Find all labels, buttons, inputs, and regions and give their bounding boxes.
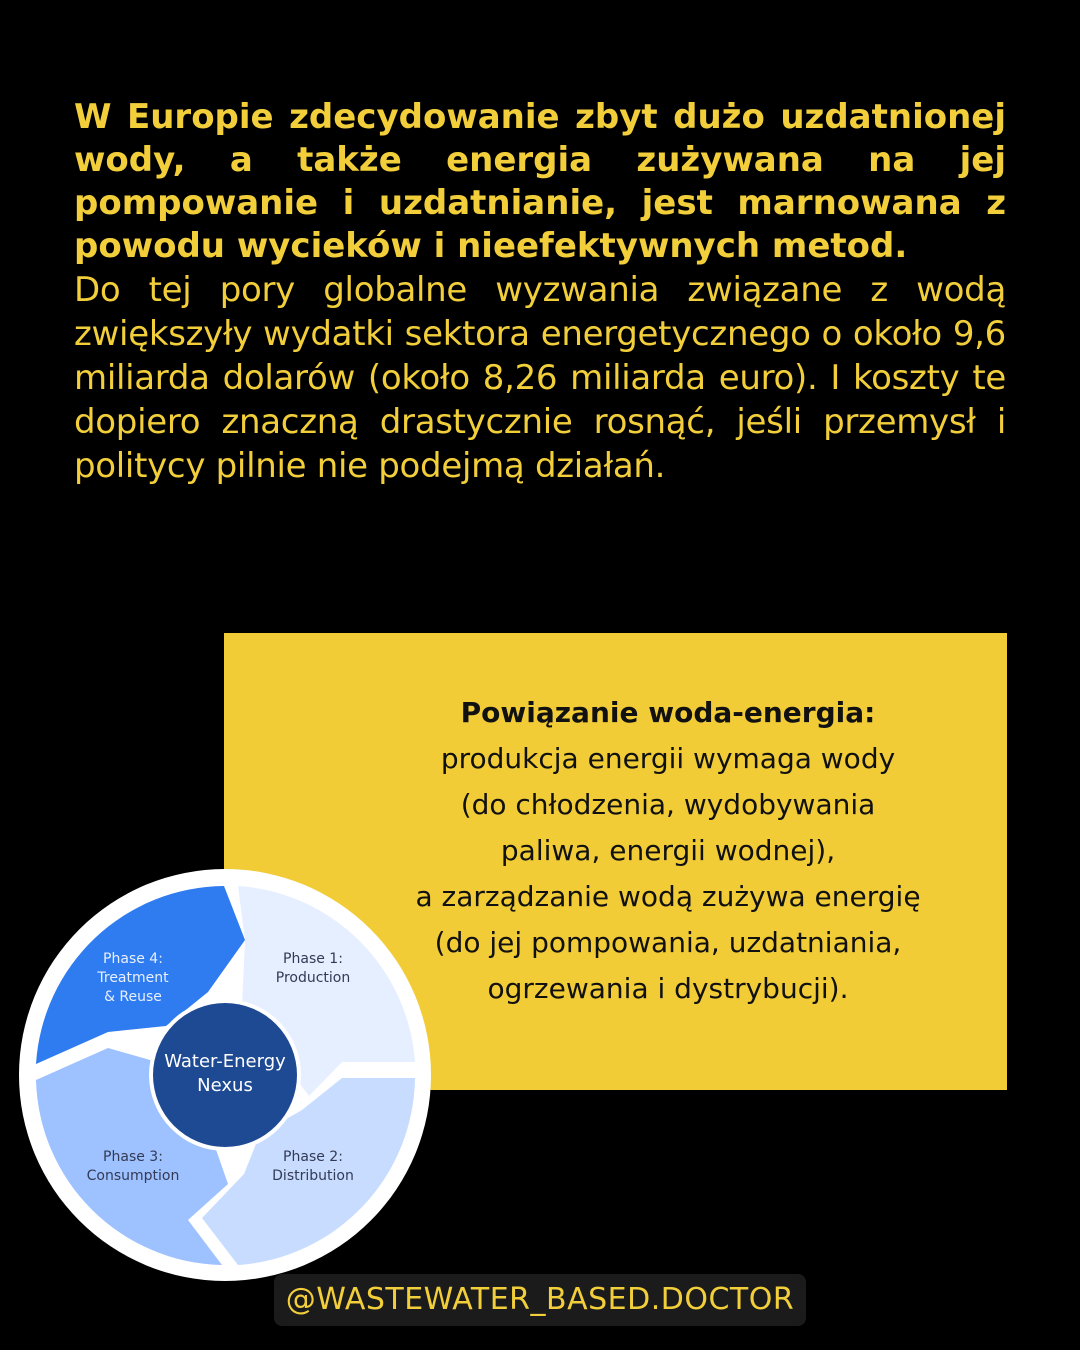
info-box-heading: Powiązanie woda-energia: — [460, 696, 876, 729]
phase-1-label-line1: Phase 1: — [283, 951, 343, 967]
info-box-line: (do jej pompowania, uzdatniania, — [434, 926, 902, 959]
phase-4-label-line3: & Reuse — [104, 989, 162, 1005]
info-box-line: (do chłodzenia, wydobywania — [460, 788, 876, 821]
info-box-line: ogrzewania i dystrybucji). — [487, 972, 849, 1005]
phase-2-label-line2: Distribution — [272, 1168, 354, 1184]
phase-3-label-line2: Consumption — [86, 1168, 180, 1184]
water-energy-nexus-diagram — [16, 866, 434, 1284]
author-handle: @WASTEWATER_BASED.DOCTOR — [274, 1274, 806, 1326]
info-box-line: paliwa, energii wodnej), — [500, 834, 836, 867]
intro-bold-paragraph: W Europie zdecydowanie zbyt dużo uzdatnionej wody, a także energia zużywana na jej pompowanie i uzdatnianie, jest marnowana z powodu wycieków i nieefektywnych metod. — [74, 97, 1006, 266]
phase-1-label-line2: Production — [275, 970, 351, 986]
info-box-line: a zarządzanie wodą zużywa energię — [415, 880, 921, 913]
phase-4-label-line2: Treatment — [97, 970, 169, 986]
intro-regular-paragraph: Do tej pory globalne wyzwania związane z wodą zwiększyły wydatki sektora energetycznego o około 9,6 miliarda dolarów (około 8,26 miliarda euro). I koszty te dopiero znaczną drastycznie rosnąć, jeśli przemysł i politycy pilnie nie podejmą działań. — [74, 270, 1006, 486]
phase-2-label-line1: Phase 2: — [283, 1149, 343, 1165]
phase-3-label-line1: Phase 3: — [103, 1149, 163, 1165]
center-label-line2: Nexus — [197, 1075, 253, 1096]
intro-text-block — [74, 96, 1006, 488]
info-box-line: produkcja energii wymaga wody — [440, 742, 896, 775]
center-label-line1: Water-Energy — [164, 1051, 286, 1072]
phase-4-label-line1: Phase 4: — [103, 951, 163, 967]
